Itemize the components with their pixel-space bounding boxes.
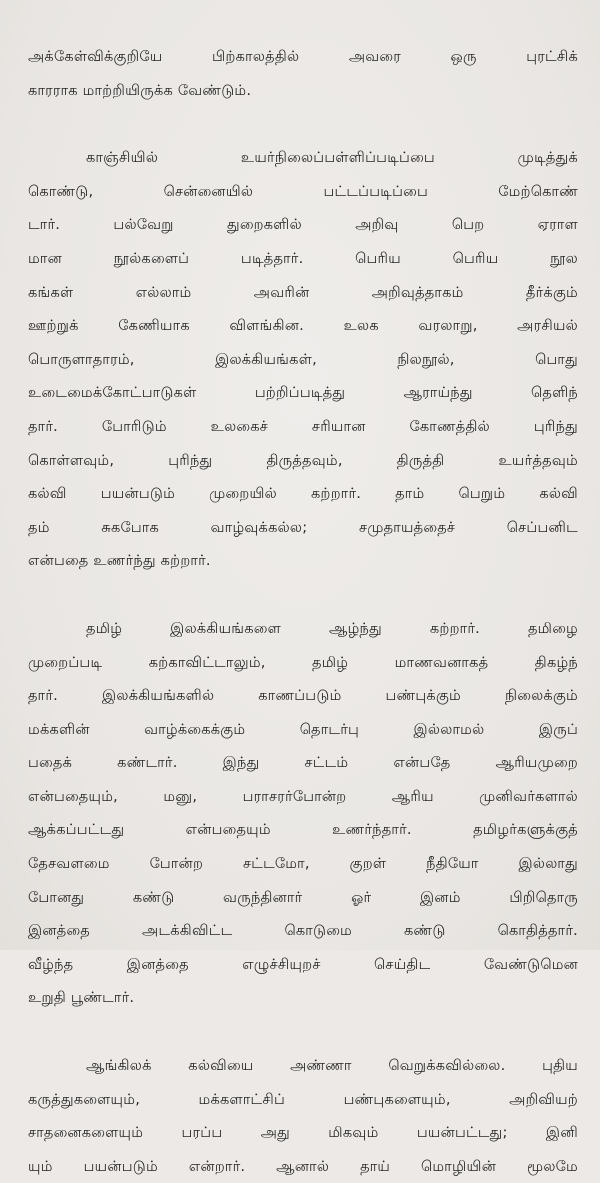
text-line: என்பதை உணர்ந்து கற்றார். — [28, 552, 211, 570]
text-line: பதைக் கண்டார். இந்து சட்டம் என்பதே ஆரியமுறை — [28, 754, 578, 772]
text-line: ஆக்கப்பட்டது என்பதையும் உணர்ந்தார். தமிழர்களுக்குத் — [28, 821, 578, 839]
text-line: மான நூல்களைப் படித்தார். பெரிய பெரிய நூல — [28, 249, 578, 267]
text-line: வீழ்ந்த இனத்தை எழுச்சியுறச் செய்திட வேண்டுமென — [28, 955, 578, 973]
text-line: ஊற்றுக் கேணியாக விளங்கின. உலக வரலாறு, அரசியல் — [28, 317, 578, 335]
text-line: கங்கள் எல்லாம் அவரின் அறிவுத்தாகம் தீர்க்கும் — [28, 283, 578, 301]
text-line: முறைப்படி கற்காவிட்டாலும், தமிழ் மாணவனாகத் திகழ்ந் — [28, 653, 578, 671]
text-line: காரராக மாற்றியிருக்க வேண்டும். — [28, 81, 252, 99]
paragraph-2 — [28, 141, 578, 578]
text-line: டார். பல்வேறு துறைகளில் அறிவு பெற ஏராள — [28, 216, 578, 234]
text-line: தமிழ் இலக்கியங்களை ஆழ்ந்து கற்றார். தமிழை — [86, 619, 578, 637]
text-line: கொண்டு, சென்னையில் பட்டப்படிப்பை மேற்கொண் — [28, 182, 578, 200]
paragraph-1 — [28, 40, 578, 107]
text-line: இனத்தை அடக்கிவிட்ட கொடுமை கண்டு கொதித்தார். — [28, 922, 578, 940]
text-line: தார். இலக்கியங்களில் காணப்படும் பண்புக்கும் நிலைக்கும் — [28, 687, 578, 705]
text-line: சாதனைகளையும் பரப்ப அது மிகவும் பயன்பட்டது; இனி — [28, 1124, 578, 1142]
paragraph-3 — [28, 612, 578, 1015]
text-line: தம் சுகபோக வாழ்வுக்கல்ல; சமுதாயத்தைச் செப்பனிட — [28, 518, 578, 536]
text-line: கொள்ளவும், புரிந்து திருத்தவும், திருத்தி உயர்த்தவும் — [28, 451, 578, 469]
text-line: மக்களின் வாழ்க்கைக்கும் தொடர்பு இல்லாமல் இருப் — [28, 720, 578, 738]
text-line: உடைமைக்கோட்பாடுகள் பற்றிப்படித்து ஆராய்ந்து தெளிந் — [28, 384, 578, 402]
text-line: யும் பயன்படும் என்றார். ஆனால் தாய் மொழியின் மூலமே — [28, 1157, 578, 1175]
text-line: தார். போரிடும் உலகைச் சரியான கோணத்தில் புரிந்து — [28, 417, 578, 435]
text-line: கல்வி பயன்படும் முறையில் கற்றார். தாம் பெறும் கல்வி — [28, 485, 578, 503]
text-line: உறுதி பூண்டார். — [28, 989, 135, 1007]
text-line: காஞ்சியில் உயர்நிலைப்பள்ளிப்படிப்பை முடித்துக் — [86, 149, 578, 167]
text-line: கருத்துகளையும், மக்களாட்சிப் பண்புகளையும், அறிவியற் — [28, 1090, 578, 1108]
text-line: அக்கேள்விக்குறியே பிற்காலத்தில் அவரை ஒரு புரட்சிக் — [28, 48, 578, 65]
paragraph-4 — [28, 1049, 578, 1183]
text-line: என்பதையும், மனு, பராசரர்போன்ற ஆரிய முனிவர்களால் — [28, 787, 578, 805]
text-line: தேசவளமை போன்ற சட்டமோ, குறள் நீதியோ இல்லாது — [28, 855, 578, 873]
text-line: போனது கண்டு வருந்தினார் ஓர் இனம் பிறிதொரு — [28, 888, 578, 906]
text-line: பொருளாதாரம், இலக்கியங்கள், நிலநூல், பொது — [28, 350, 578, 368]
text-line: ஆங்கிலக் கல்வியை அண்ணா வெறுக்கவில்லை. புதிய — [86, 1057, 578, 1075]
